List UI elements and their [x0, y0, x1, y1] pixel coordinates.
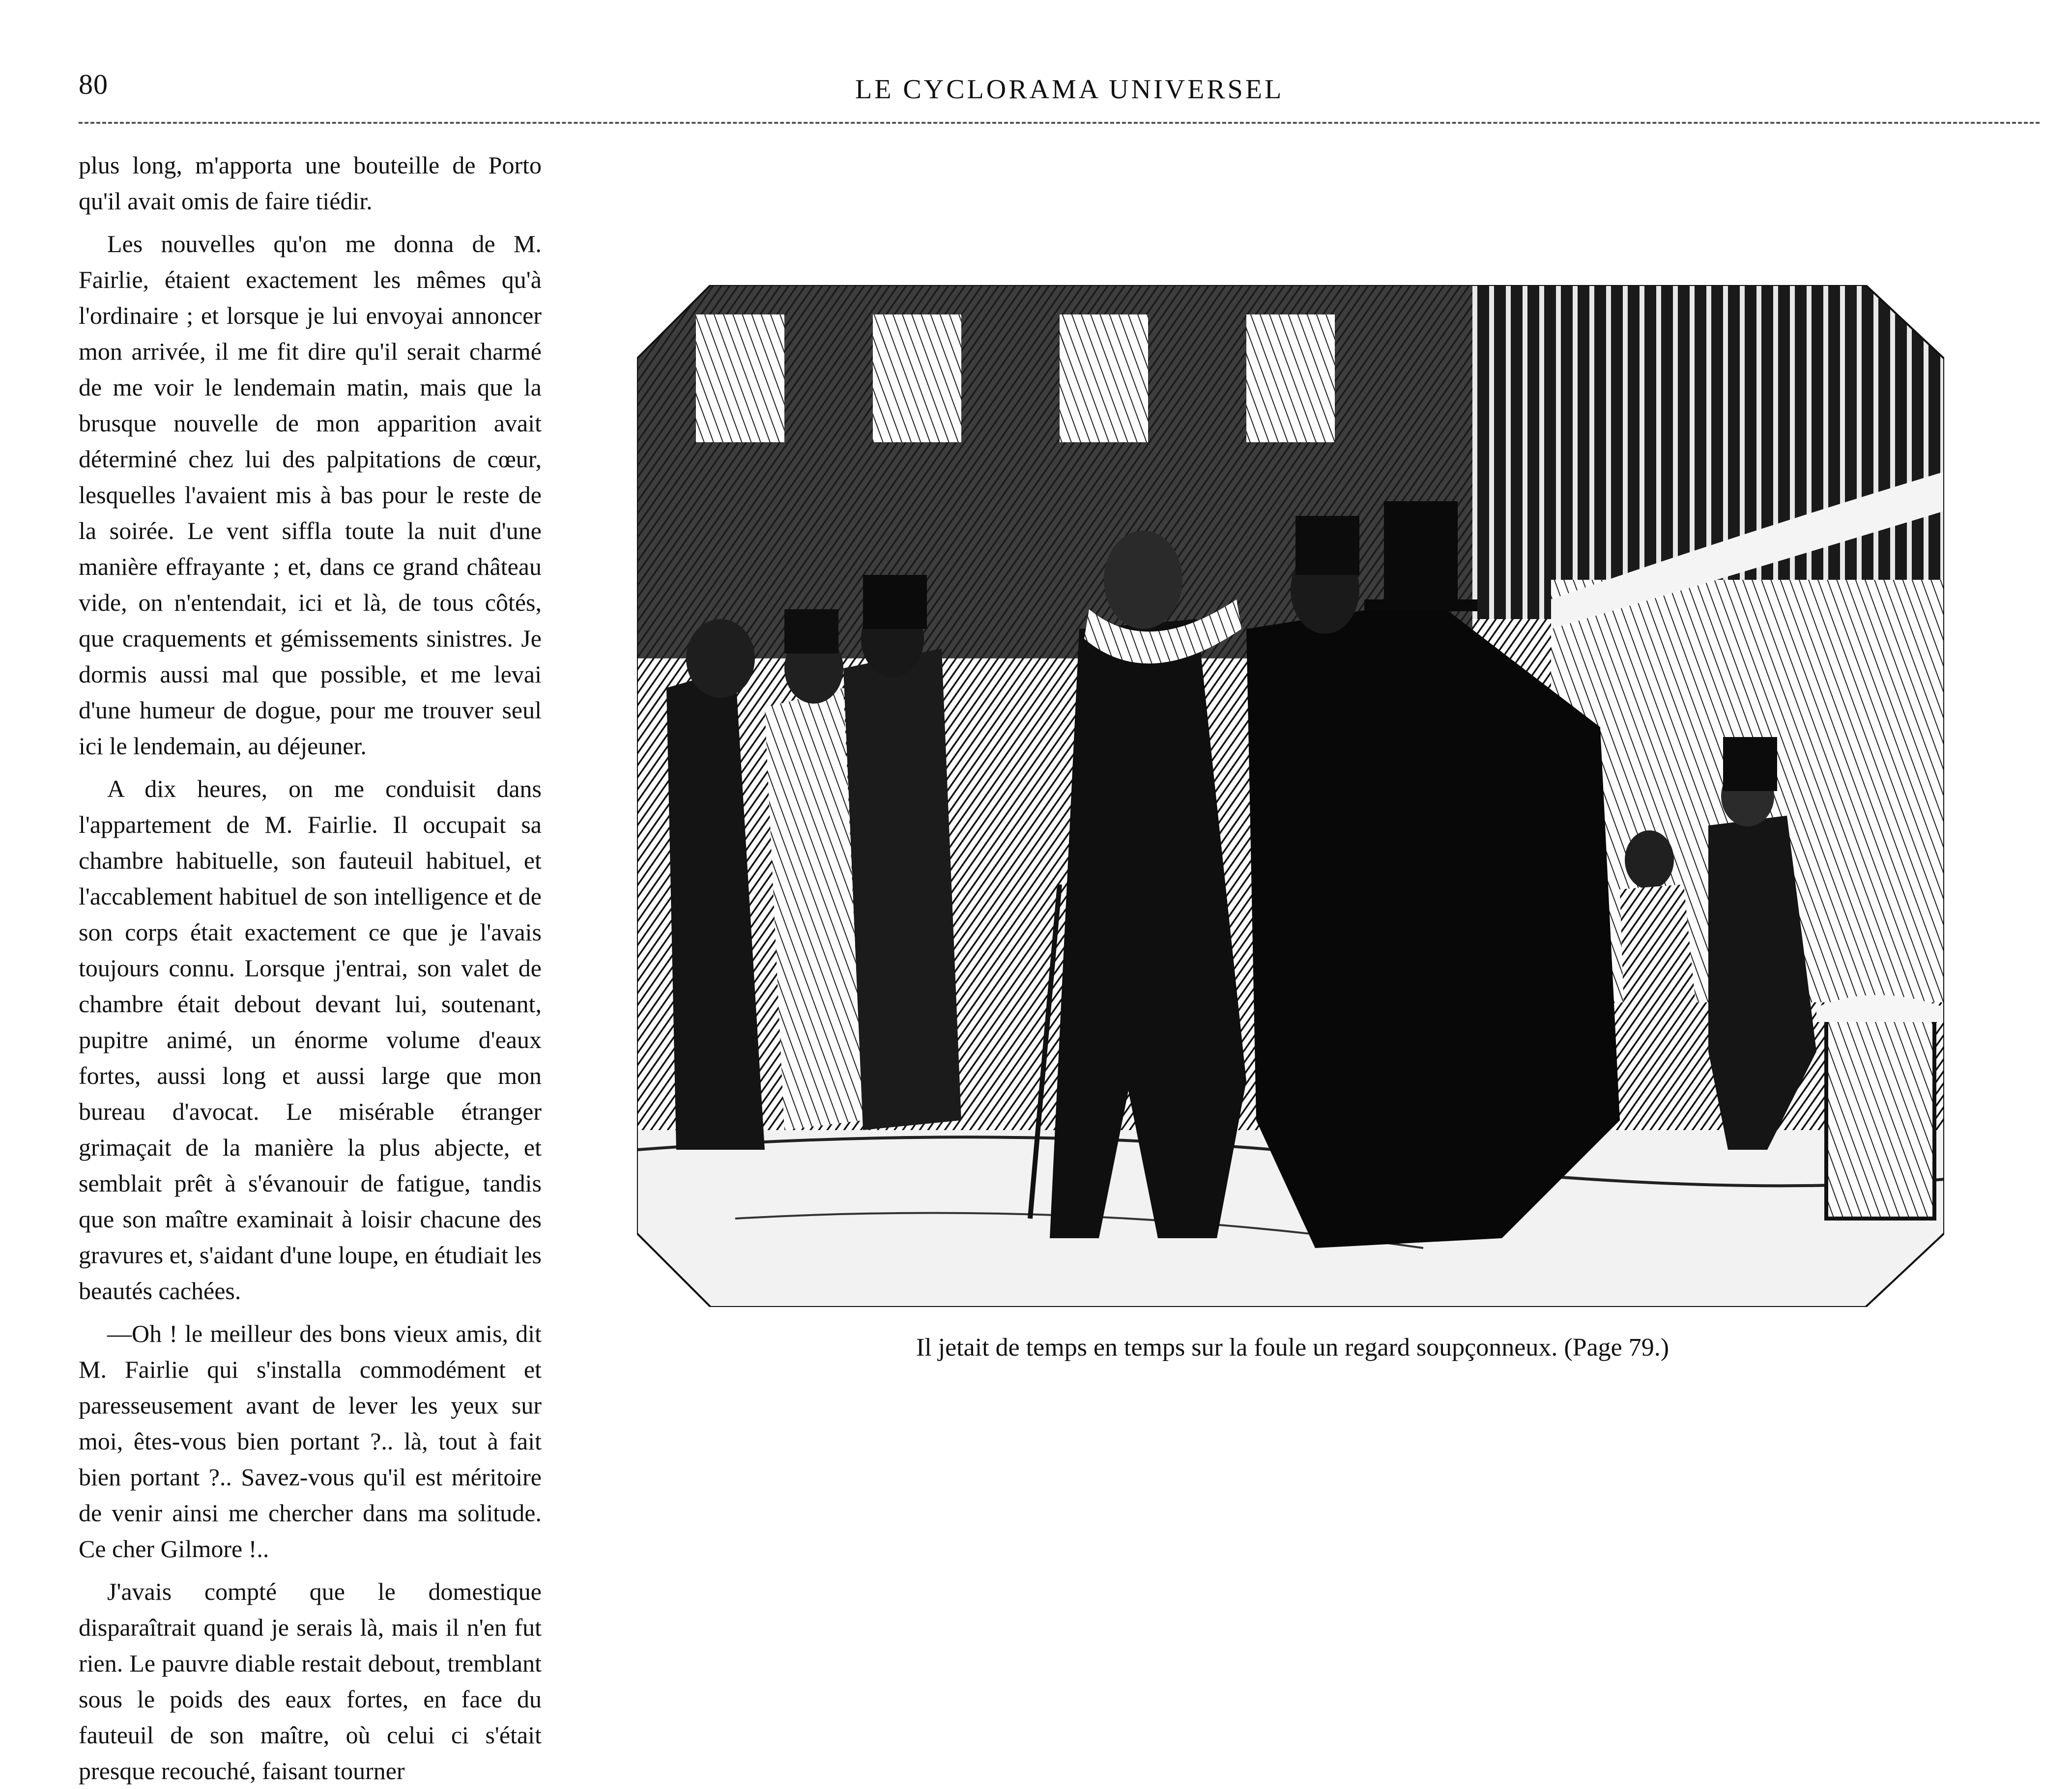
running-title: LE CYCLORAMA UNIVERSEL [855, 74, 1284, 105]
engraving-illustration [637, 285, 1944, 1307]
paragraph: J'avais compté que le domestique disparaîtrait quand je serais là, mais il n'en fut rien. Le pauvre diable restait debout, tremblant sous le poids des eaux fortes, en face du fauteuil de son maître, où celui ci s'était presque recouché, faisant tourner [79, 1578, 542, 1785]
paragraph: plus long, m'apporta une bouteille de Porto qu'il avait omis de faire tiédir. [79, 151, 542, 215]
text-column [79, 147, 542, 1789]
paragraph: A dix heures, on me conduisit dans l'appartement de M. Fairlie. Il occupait sa chambre habituelle, son fauteuil habituel, et l'accablement habituel de son intelligence et de son corps était exactement ce que je l'avais toujours connu. Lorsque j'entrai, son valet de chambre était debout devant lui, soutenant, pupitre animé, un énorme volume d'eaux fortes, aussi long et aussi large que mon bureau d'avocat. Le misérable étranger grimaçait de la manière la plus abjecte, et semblait prêt à s'évanouir de fatigue, tandis que son maître examinait à loisir chacune des gravures et, s'aidant d'une loupe, en étudiait les beautés cachées. [79, 775, 542, 1305]
illustration-icon [637, 285, 1944, 1307]
paragraph: Les nouvelles qu'on me donna de M. Fairlie, étaient exactement les mêmes qu'à l'ordinaire ; et lorsque je lui envoyai annoncer mon arrivée, il me fit dire qu'il serait charmé de me voir le lendemain matin, mais que la brusque nouvelle de mon apparition avait déterminé chez lui des palpitations de cœur, lesquelles l'avaient mis à bas pour le reste de la soirée. Le vent siffla toute la nuit d'une manière effrayante ; et, dans ce grand château vide, on n'entendait, ici et là, de tous côtés, que craquements et gémissements sinistres. Je dormis aussi mal que possible, et me levai d'une humeur de dogue, pour me trouver seul ici le lendemain, au déjeuner. [79, 230, 542, 760]
paragraph: —Oh ! le meilleur des bons vieux amis, dit M. Fairlie qui s'installa commodément et paresseusement avant de lever les yeux sur moi, êtes-vous bien portant ?.. là, tout à fait bien portant ?.. Savez-vous qu'il est méritoire de venir ainsi me chercher dans ma solitude. Ce cher Gilmore !.. [79, 1320, 542, 1562]
header-rule [79, 122, 2040, 124]
page-number: 80 [79, 68, 108, 100]
figure-caption: Il jetait de temps en temps sur la foule un regard soupçonneux. (Page 79.) [916, 1334, 1669, 1362]
